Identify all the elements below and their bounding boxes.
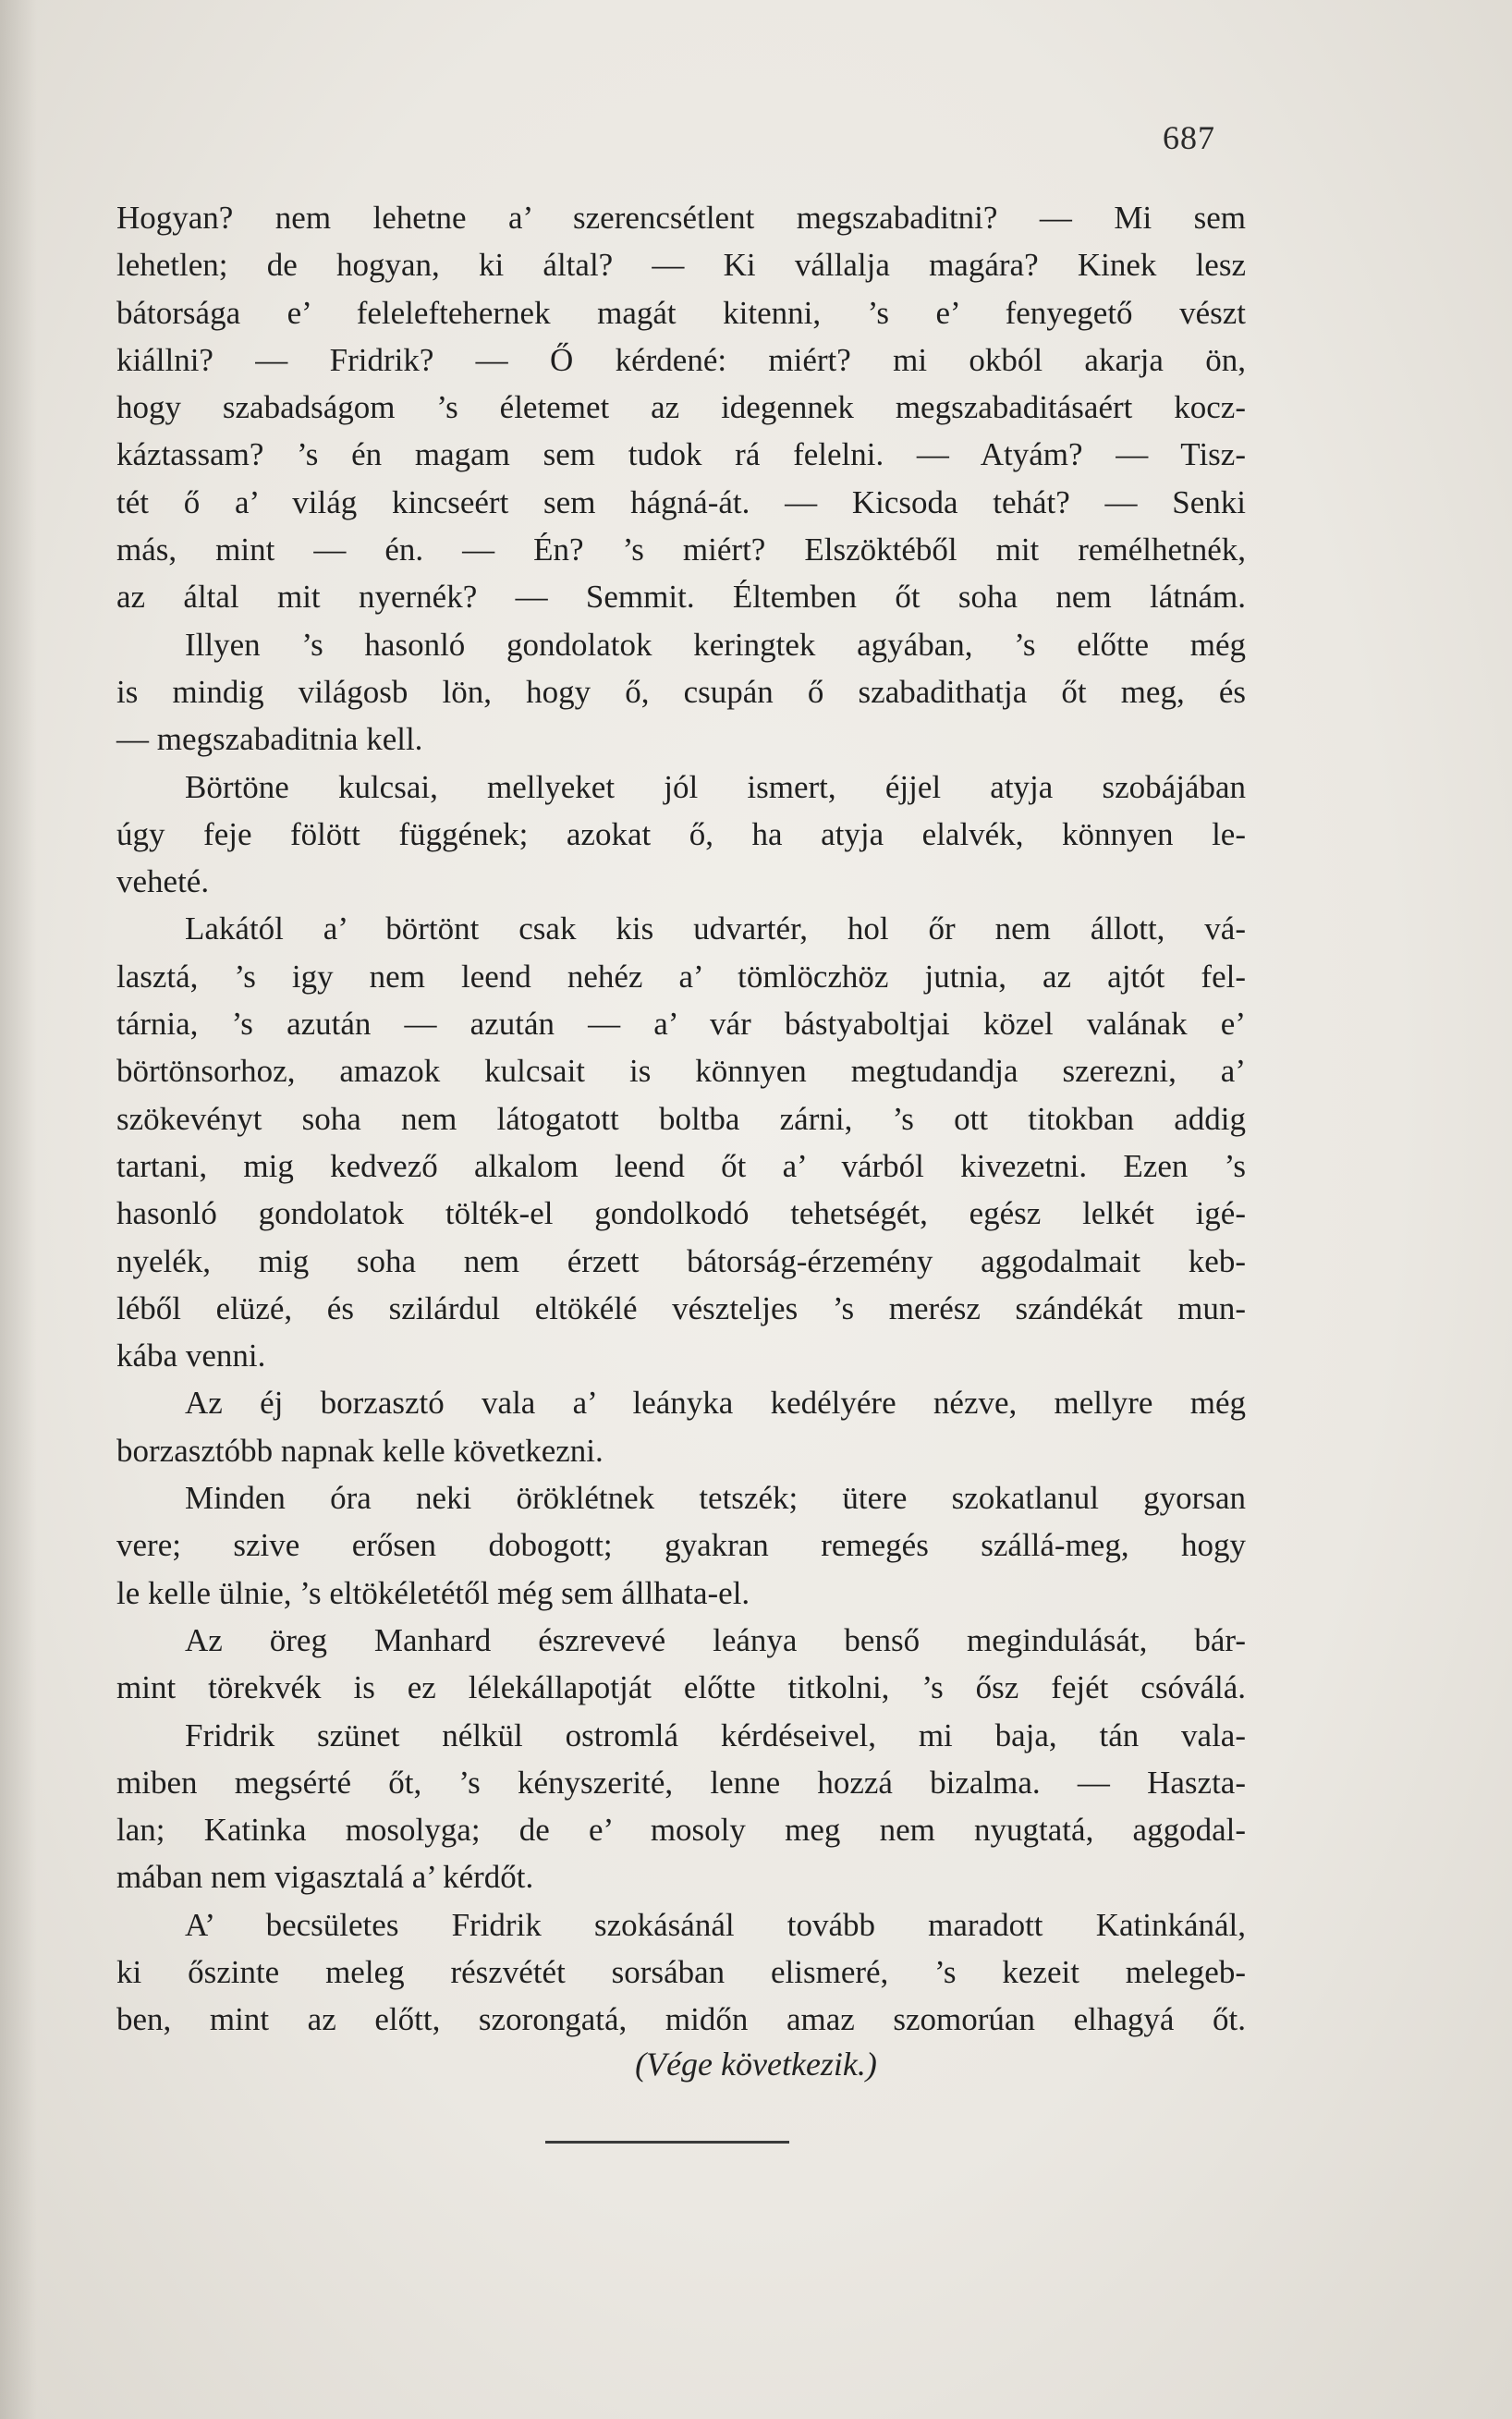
paragraph-4 — [116, 905, 1246, 1379]
paragraph-3 — [116, 764, 1246, 906]
text-line: hogy szabadságom ’s életemet az idegennek megszabaditásaért kocz- — [116, 389, 1246, 426]
paragraph-6 — [116, 1474, 1246, 1617]
text-line: mint törekvék is ez lélekállapotját előtte titkolni, ’s ősz fejét csóválá. — [116, 1669, 1246, 1706]
text-line: Minden óra neki öröklétnek tetszék; ütere szokatlanul gyorsan — [185, 1480, 1246, 1517]
text-line: úgy feje fölött függének; azokat ő, ha atyja elalvék, könnyen le- — [116, 815, 1246, 852]
text-line: Börtöne kulcsai, mellyeket jól ismert, éjjel atyja szobájában — [185, 768, 1246, 805]
page-number: 687 — [1163, 119, 1215, 156]
text-line: az által mit nyernék? — Semmit. Éltemben őt soha nem látnám. — [116, 579, 1246, 616]
text-line: más, mint — én. — Én? ’s miért? Elszöktéből mit remélhetnék, — [116, 531, 1246, 568]
text-line: tartani, mig kedvező alkalom leend őt a’ várból kivezetni. Ezen ’s — [116, 1147, 1246, 1184]
text-line: lasztá, ’s igy nem leend nehéz a’ tömlöczhöz jutnia, az ajtót fel- — [116, 958, 1246, 995]
text-line: hasonló gondolatok tölték-el gondolkodó tehetségét, egész lelkét igé- — [116, 1195, 1246, 1232]
text-line: léből elüzé, és szilárdul eltökélé vészteljes ’s merész szándékát mun- — [116, 1289, 1246, 1326]
text-body — [116, 194, 1246, 2044]
text-line: borzasztóbb napnak kelle következni. — [116, 1432, 604, 1469]
text-line: tét ő a’ világ kincseért sem hágná-át. — Kicsoda tehát? — Senki — [116, 483, 1246, 520]
text-line: A’ becsületes Fridrik szokásánál tovább maradott Katinkánál, — [185, 1906, 1246, 1943]
paragraph-9 — [116, 1901, 1246, 2044]
text-line: is mindig világosb lön, hogy ő, csupán ő szabadithatja őt meg, és — [116, 673, 1246, 710]
paragraph-1 — [116, 194, 1246, 621]
text-line: vere; szive erősen dobogott; gyakran remegés szállá-meg, hogy — [116, 1527, 1246, 1564]
text-line: — megszabaditnia kell. — [116, 721, 423, 758]
paragraph-2 — [116, 621, 1246, 764]
text-line: miben megsérté őt, ’s kényszerité, lenne hozzá bizalma. — Haszta- — [116, 1764, 1246, 1801]
paragraph-5 — [116, 1379, 1246, 1474]
text-line: kiállni? — Fridrik? — Ő kérdené: miért? mi okból akarja ön, — [116, 341, 1246, 378]
text-line: Az öreg Manhard észrevevé leánya benső megindulását, bár- — [185, 1621, 1246, 1658]
divider-rule — [545, 2141, 789, 2144]
text-line: szökevényt soha nem látogatott boltba zárni, ’s ott titokban addig — [116, 1100, 1246, 1137]
text-line: börtönsorhoz, amazok kulcsait is könnyen megtudandja szerezni, a’ — [116, 1053, 1246, 1090]
paragraph-7 — [116, 1617, 1246, 1712]
text-line: káztassam? ’s én magam sem tudok rá felelni. — Atyám? — Tisz- — [116, 436, 1246, 473]
text-line: le kelle ülnie, ’s eltökéletétől még sem állhata-el. — [116, 1574, 750, 1611]
text-line: mában nem vigasztalá a’ kérdőt. — [116, 1859, 534, 1896]
text-line: veheté. — [116, 863, 210, 900]
text-line: bátorsága e’ feleleftehernek magát kitenni, ’s e’ fenyegető vészt — [116, 294, 1246, 331]
text-line: Lakától a’ börtönt csak kis udvartér, hol őr nem állott, vá- — [185, 910, 1246, 947]
text-line: tárnia, ’s azután — azután — a’ vár bástyaboltjai közel valának e’ — [116, 1006, 1246, 1043]
paragraph-8 — [116, 1712, 1246, 1901]
text-line: Fridrik szünet nélkül ostromlá kérdéseivel, mi baja, tán vala- — [185, 1717, 1246, 1753]
text-line: lehetlen; de hogyan, ki által? — Ki vállalja magára? Kinek lesz — [116, 247, 1246, 284]
text-line: ben, mint az előtt, szorongatá, midőn amaz szomorúan elhagyá őt. — [116, 2001, 1246, 2038]
continuation-note: (Vége következik.) — [635, 2046, 877, 2083]
text-line: ki őszinte meleg részvétét sorsában elismeré, ’s kezeit melegeb- — [116, 1953, 1246, 1990]
text-line: lan; Katinka mosolyga; de e’ mosoly meg nem nyugtatá, aggodal- — [116, 1812, 1246, 1849]
text-line: Az éj borzasztó vala a’ leányka kedélyére nézve, mellyre még — [185, 1385, 1246, 1422]
text-line: nyelék, mig soha nem érzett bátorság-érzemény aggodalmait keb- — [116, 1242, 1246, 1279]
text-line: Hogyan? nem lehetne a’ szerencsétlent megszabaditni? — Mi sem — [116, 200, 1246, 236]
text-line: kába venni. — [116, 1338, 266, 1374]
text-line: Illyen ’s hasonló gondolatok keringtek agyában, ’s előtte még — [185, 626, 1246, 663]
